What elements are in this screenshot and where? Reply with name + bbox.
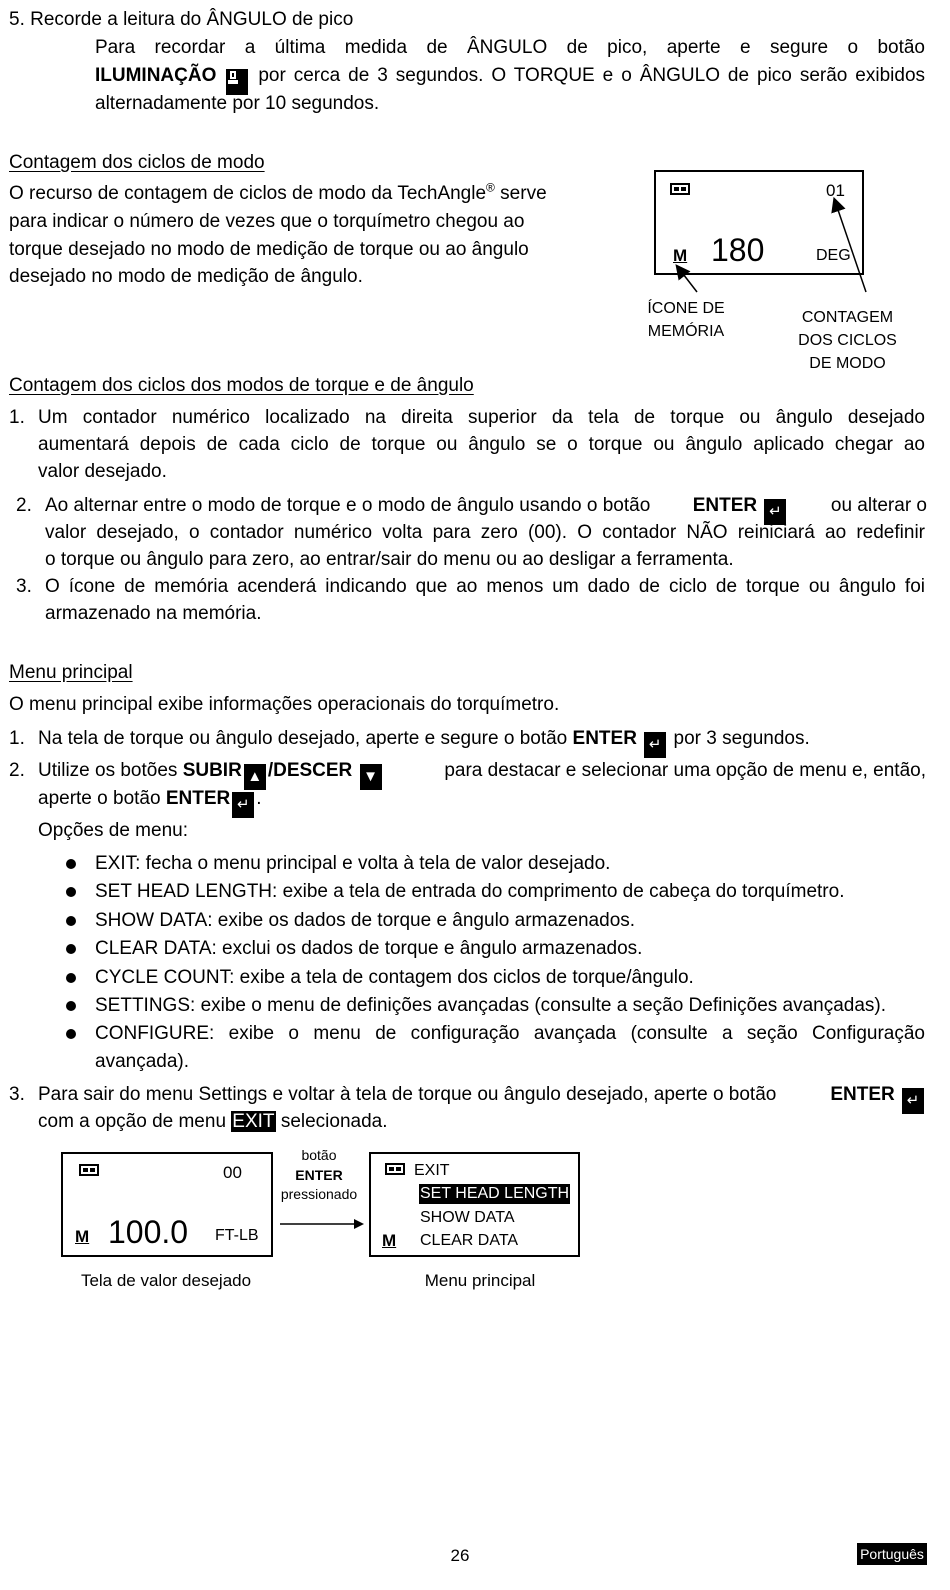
- lcd-value: 180: [711, 232, 765, 268]
- menu-option-configure: CONFIGURE: exibe o menu de configuração avançada (consulte a seção Configuração: [95, 1023, 925, 1044]
- light-button-label: ILUMINAÇÃO: [95, 65, 217, 86]
- up-arrow-icon: ▲: [244, 764, 266, 790]
- menu-option-settings: SETTINGS: exibe o menu de definições avançadas (consulte a seção Definições avançadas).: [95, 995, 887, 1016]
- memory-icon: M: [673, 246, 688, 265]
- menu-option-head-length: SET HEAD LENGTH: exibe a tela de entrada do comprimento de cabeça do torquímetro.: [95, 881, 845, 902]
- lcd-value: 100.0: [108, 1214, 189, 1250]
- caption-target-screen: Tela de valor desejado: [80, 1271, 252, 1290]
- page-number: 26: [450, 1546, 470, 1565]
- step5-line3: alternadamente por 10 segundos.: [95, 93, 380, 114]
- ta-item1-line3: valor desejado.: [38, 461, 167, 482]
- caption-main-menu: Menu principal: [424, 1271, 536, 1290]
- bullet-icon: [66, 1029, 76, 1039]
- ta-item2-line2: valor desejado, o contador numérico volta para zero (00). O contador NÃO reiniciará ao redefinir: [45, 522, 925, 543]
- ta-item2-line3: o torque ou ângulo para zero, ao entrar/sair do menu ou ao desligar a ferramenta.: [45, 549, 734, 570]
- ta-item2-number: 2.: [16, 495, 32, 516]
- menu-step2-line1: Utilize os botões SUBIR ▲ /DESCER ▼ para destacar e selecionar uma opção de menu e, então,: [38, 757, 926, 790]
- bullet-icon: [66, 944, 76, 954]
- lcd-unit: DEG: [816, 247, 851, 264]
- memory-icon: M: [75, 1227, 90, 1246]
- memory-icon: M: [382, 1231, 397, 1250]
- enter-key-icon: ↵: [902, 1088, 924, 1114]
- menu-step1: Na tela de torque ou ângulo desejado, aperte e segure o botão ENTER ↵ por 3 segundos.: [38, 725, 810, 758]
- mode-cycle-line2: para indicar o número de vezes que o torquímetro chegou ao: [9, 211, 525, 232]
- torque-angle-heading: Contagem dos ciclos dos modos de torque e de ângulo: [9, 375, 474, 396]
- lcd-menu-item-show-data: SHOW DATA: [420, 1209, 515, 1226]
- menu-step3-number: 3.: [9, 1084, 25, 1105]
- battery-icon: [79, 1164, 99, 1176]
- ta-item3-line1: O ícone de memória acenderá indicando que ao menos um dado de ciclo de torque ou ângulo foi: [45, 576, 925, 597]
- ta-item2-line1: Ao alternar entre o modo de torque e o modo de ângulo usando o botão ENTER ↵ ou alterar o: [45, 492, 927, 525]
- bullet-icon: [66, 859, 76, 869]
- step5-line1: Para recordar a última medida de ÂNGULO de pico, aperte e segure o botão: [95, 37, 925, 58]
- menu-step2-number: 2.: [9, 760, 25, 781]
- step5-after-icon: por cerca de 3 segundos. O TORQUE e o ÂNGULO de pico serão exibidos: [258, 65, 926, 86]
- exit-highlight: EXIT: [232, 1111, 275, 1132]
- menu-option-exit: EXIT: fecha o menu principal e volta à tela de valor desejado.: [95, 853, 611, 874]
- battery-icon: [385, 1163, 405, 1175]
- language-tab: Português: [857, 1543, 927, 1565]
- menu-intro: O menu principal exibe informações operacionais do torquímetro.: [9, 694, 560, 715]
- bullet-icon: [66, 973, 76, 983]
- lcd-menu-item-selected: SET HEAD LENGTH: [420, 1185, 570, 1202]
- lcd-menu-item-clear-data: CLEAR DATA: [420, 1232, 519, 1249]
- enter-key-icon: ↵: [644, 732, 666, 758]
- menu-heading: Menu principal: [9, 662, 133, 683]
- mode-cycle-line1: O recurso de contagem de ciclos de modo da TechAngle® serve: [9, 180, 547, 204]
- mode-cycle-line3: torque desejado no modo de medição de torque ou ao ângulo: [9, 239, 529, 260]
- menu-option-configure-cont: avançada).: [95, 1051, 190, 1072]
- menu-options-label: Opções de menu:: [38, 820, 188, 841]
- menu-step3-line1: Para sair do menu Settings e voltar à tela de torque ou ângulo desejado, aperte o botão ENTER ↵: [38, 1081, 926, 1114]
- enter-key-icon: ↵: [764, 499, 786, 525]
- ta-item1-number: 1.: [9, 407, 25, 428]
- ta-item1-line1: Um contador numérico localizado na direita superior da tela de torque ou ângulo desejado: [38, 407, 925, 428]
- menu-step1-number: 1.: [9, 728, 25, 749]
- lcd-display-target: [61, 1152, 273, 1257]
- bullet-icon: [66, 887, 76, 897]
- enter-key-icon: ↵: [232, 792, 254, 818]
- lcd-cycle-count: 01: [826, 181, 845, 200]
- menu-option-cycle-count: CYCLE COUNT: exibe a tela de contagem dos ciclos de torque/ângulo.: [95, 967, 694, 988]
- mode-cycle-line4: desejado no modo de medição de ângulo.: [9, 266, 363, 287]
- bullet-icon: [66, 1001, 76, 1011]
- menu-option-show-data: SHOW DATA: exibe os dados de torque e ângulo armazenados.: [95, 910, 636, 931]
- arrow-label: botão ENTER pressionado: [280, 1147, 358, 1202]
- bullet-icon: [66, 916, 76, 926]
- lcd-unit: FT-LB: [215, 1227, 259, 1244]
- menu-step3-line2: com a opção de menu EXIT selecionada.: [38, 1111, 388, 1132]
- menu-step2-line2: aperte o botão ENTER ↵ .: [38, 785, 262, 818]
- arrow-right-icon: [276, 1214, 368, 1234]
- menu-option-clear-data: CLEAR DATA: exclui os dados de torque e ângulo armazenados.: [95, 938, 643, 959]
- mode-cycle-heading: Contagem dos ciclos de modo: [9, 152, 265, 173]
- lcd-cycle-count: 00: [223, 1163, 242, 1182]
- ta-item3-number: 3.: [16, 576, 32, 597]
- label-memory-icon: ÍCONE DE MEMÓRIA: [647, 300, 725, 340]
- ta-item1-line2: aumentará depois de cada ciclo de torque ou ângulo se o torque ou ângulo aplicado chegar ao: [38, 434, 925, 455]
- ta-item3-line2: armazenado na memória.: [45, 603, 262, 624]
- label-cycle-count: CONTAGEM DOS CICLOS DE MODO: [798, 309, 897, 372]
- lcd-display-menu: [369, 1152, 580, 1257]
- step5-title: 5. Recorde a leitura do ÂNGULO de pico: [9, 9, 354, 30]
- lcd-menu-item-exit: EXIT: [414, 1162, 450, 1179]
- down-arrow-icon: ▼: [360, 764, 382, 790]
